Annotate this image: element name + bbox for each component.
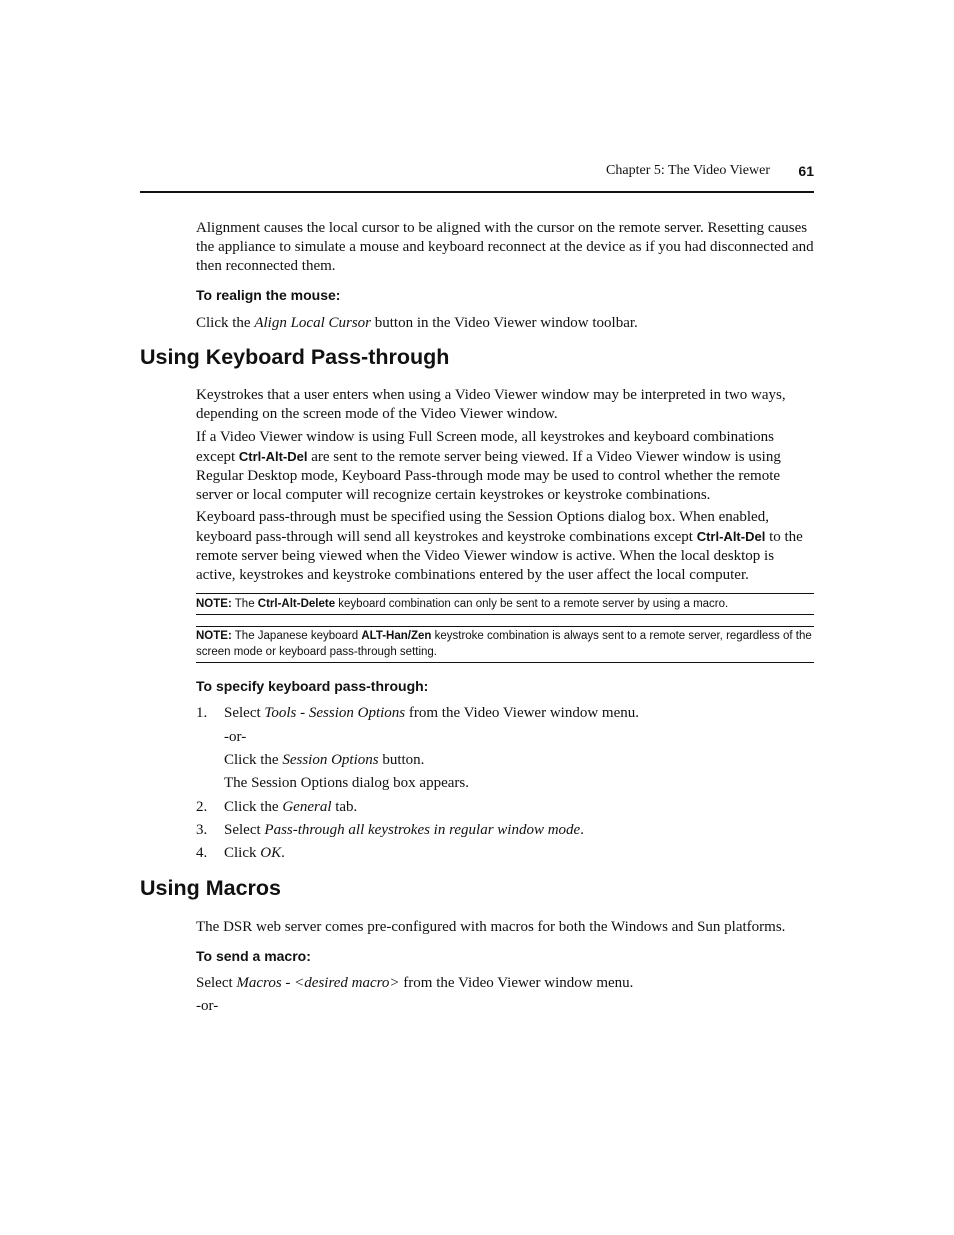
send-em: Macros - <desired macro> [236,975,400,991]
step-number: 2. [196,799,208,815]
keyboard-p3 [196,508,814,585]
step-em: General [282,799,332,815]
note1-top-rule [196,593,814,594]
note-1 [196,596,814,612]
send-heading-wrap [196,947,814,966]
specify-heading: To specify keyboard pass-through: [196,678,429,694]
step1-alt-post: button. [378,752,425,768]
keyboard-p1-wrap [196,386,814,424]
chapter-title: Chapter 5: The Video Viewer [606,163,770,178]
specify-heading-wrap [196,677,814,696]
step-em: Tools - Session Options [264,705,406,721]
step1-alt [224,752,424,769]
keyboard-p2-wrap [196,428,814,505]
note-2 [196,628,814,660]
step-pre: Click [224,845,261,861]
macros-p1-wrap [196,918,814,937]
page-header [140,163,814,193]
step-pre: Select [224,822,265,838]
step1-alt-em: Session Options [282,752,379,768]
step-post: . [281,845,285,861]
note1-label: NOTE: [196,598,232,610]
keyboard-p3-wrap [196,508,814,585]
kp2-a: If a Video Viewer window is using Full Screen mode, all keystrokes and keyboard combinations except [196,429,774,465]
macros-section-title: Using Macros [140,876,281,900]
realign-heading-wrap [196,286,814,305]
page-number: 61 [798,163,814,179]
step-em: Pass-through all keystrokes in regular window mode [264,822,581,838]
note1-b: Ctrl-Alt-Delete [257,598,336,610]
send-pre: Select [196,975,237,991]
realign-post: button in the Video Viewer window toolbar. [371,315,638,331]
step1-alt-pre: Click the [224,752,283,768]
kp3-c: to the remote server being viewed when the Video Viewer window is active. When the local desktop is active, keystrokes and keystroke combinations entered by the user affect the local computer. [196,529,803,583]
note2-top-rule [196,626,814,627]
step1-result: The Session Options dialog box appears. [224,775,469,791]
realign-em: Align Local Cursor [254,315,372,331]
step1-or: -or- [224,729,247,745]
realign-heading: To realign the mouse: [196,287,341,303]
keyboard-p1: Keystrokes that a user enters when using a Video Viewer window may be interpreted in two ways, depending on the screen mode of the Video Viewer window. [196,387,786,422]
step-post: from the Video Viewer window menu. [405,705,639,721]
send-post: from the Video Viewer window menu. [399,975,634,991]
keyboard-p2 [196,428,814,505]
step-post: tab. [331,799,358,815]
step-number: 1. [196,705,208,721]
send-or-wrap [196,997,814,1016]
note2-label: NOTE: [196,630,232,642]
kp2-b: Ctrl-Alt-Del [238,449,308,464]
kp3-b: Ctrl-Alt-Del [696,529,766,544]
step-pre: Click the [224,799,283,815]
keyboard-section-title: Using Keyboard Pass-through [140,345,450,369]
kp2-c: are sent to the remote server being viewed. If a Video Viewer window is using Regular Desktop mode, Keyboard Pass-through mode may be used to control whether the remote server or local computer will recognize certain keystrokes or keystroke combinations. [196,449,781,503]
step-post: . [580,822,584,838]
realign-pre: Click the [196,315,255,331]
send-or: -or- [196,998,219,1014]
step-number: 4. [196,845,208,861]
note1-bottom-rule [196,614,814,615]
kp3-a: Keyboard pass-through must be specified using the Session Options dialog box. When enabled, keyboard pass-through will send all keystrokes and keystroke combinations except [196,509,769,545]
note2-c: keystroke combination is always sent to a remote server, regardless of the screen mode or keyboard pass-through setting. [196,630,812,658]
note1-a: The [231,598,258,610]
send-macro-instruction [196,974,814,993]
note2-b: ALT-Han/Zen [361,630,432,642]
note2-a: The Japanese keyboard [231,630,362,642]
intro-section [196,219,814,276]
realign-instruction [196,314,814,333]
send-macro-heading: To send a macro: [196,948,311,964]
macros-p1: The DSR web server comes pre-configured with macros for both the Windows and Sun platforms. [196,919,786,935]
note2-bottom-rule [196,662,814,663]
step-em: OK [260,845,282,861]
intro-paragraph: Alignment causes the local cursor to be aligned with the cursor on the remote server. Resetting causes the appliance to simulate a mouse and keyboard reconnect at the device as if you had disconnected and then reconnected them. [196,220,814,274]
note1-c: keyboard combination can only be sent to a remote server by using a macro. [335,598,729,610]
step-pre: Select [224,705,265,721]
step-number: 3. [196,822,208,838]
